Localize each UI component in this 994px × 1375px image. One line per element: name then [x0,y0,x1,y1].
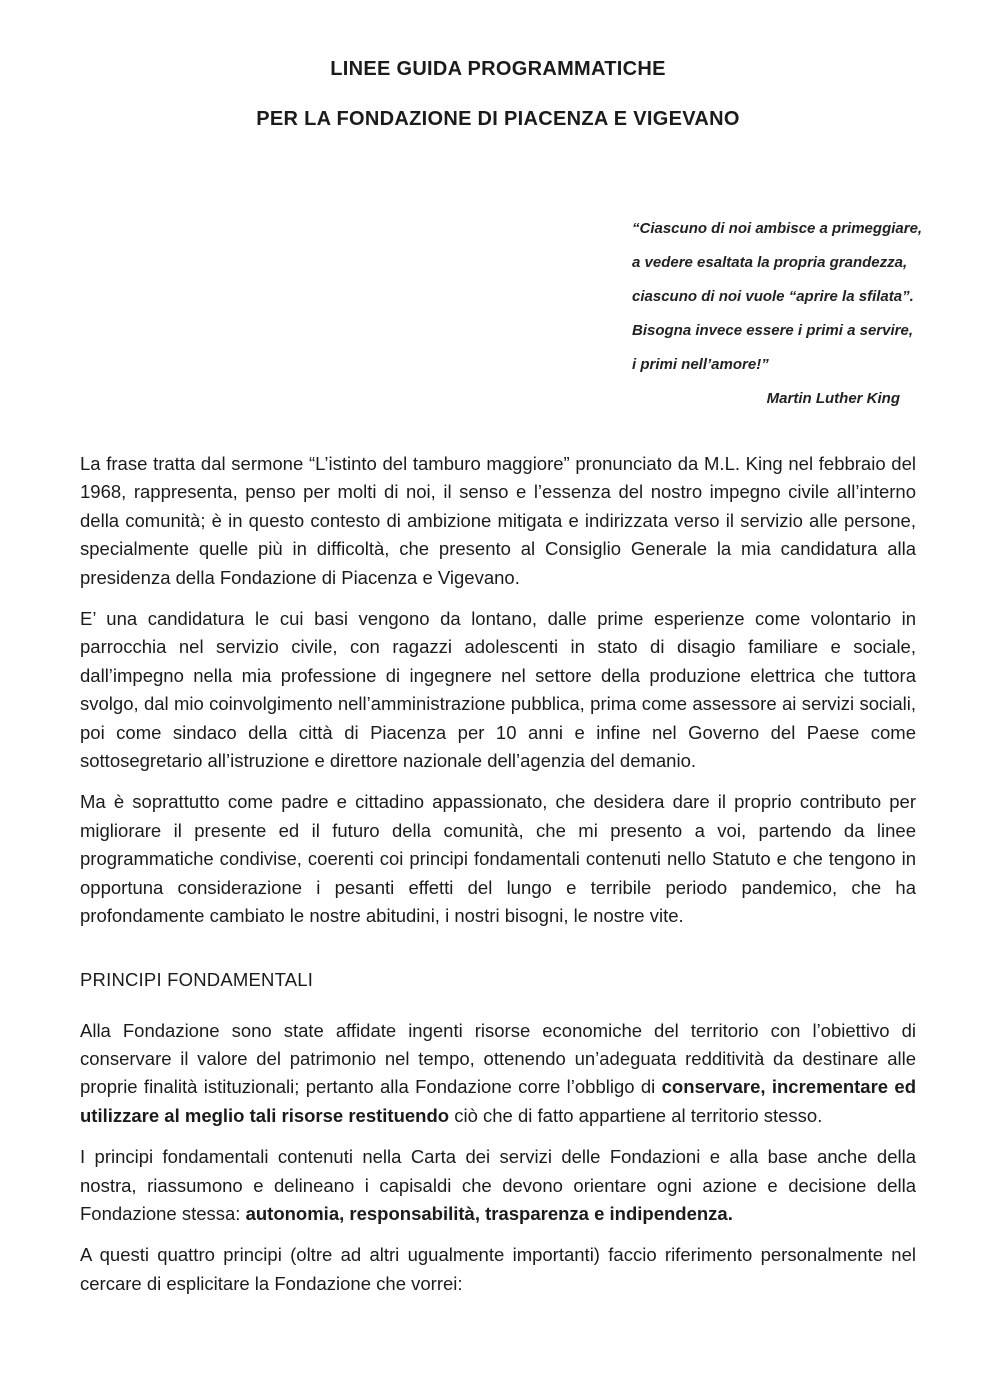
quote-line-3: ciascuno di noi vuole “aprire la sfilata”. [632,288,914,305]
body-paragraph-3: Ma è soprattutto come padre e cittadino appassionato, che desidera dare il proprio contributo per migliorare il presente ed il futuro della comunità, che mi presento a voi, partendo da linee programmatiche condivise, coerenti coi principi fondamentali contenuti nello Statuto e che tengono in opportuna considerazione i pesanti effetti del lungo e terribile periodo pandemico, che ha profondamente cambiato le nostre abitudini, i nostri bisogni, le nostre vite. [80,791,916,927]
body-paragraph-1: La frase tratta dal sermone “L’istinto del tamburo maggiore” pronunciato da M.L. King nel febbraio del 1968, rappresenta, penso per molti di noi, il senso e l’essenza del nostro impegno civile all’interno della comunità; è in questo contesto di ambizione mitigata e indirizzata verso il servizio alle persone, specialmente quelle più in difficoltà, che presento al Consiglio Generale la mia candidatura alla presidenza della Fondazione di Piacenza e Vigevano. [80,453,916,588]
para5-text-start: I principi fondamentali contenuti nella Carta dei servizi delle Fondazioni e alla base anche della nostra, riassumono e delineano i capisaldi che devono orientare ogni azione e decisione della Fondazione stessa: [80,1146,916,1224]
quote-line-5: i primi nell’amore!” [632,356,769,373]
quote-line-2: a vedere esaltata la propria grandezza, [632,254,908,271]
page-title-line2: PER LA FONDAZIONE DI PIACENZA E VIGEVANO [256,108,740,130]
epigraph-quote [632,212,932,416]
body-block [80,450,916,1311]
body-paragraph-2: E’ una candidatura le cui basi vengono da lontano, dalle prime esperienze come volontario in parrocchia nel servizio civile, con ragazzi adolescenti in stato di disagio familiare e sociale, dall’impegno nella mia professione di ingegnere nel settore della produzione elettrica che tuttora svolgo, dal mio coinvolgimento nell’amministrazione pubblica, prima come assessore ai servizi sociali, poi come sindaco della città di Piacenza per 10 anni e infine nel Governo del Paese come sottosegretario all’istruzione e direttore nazionale dell’agenzia del demanio. [80,608,916,772]
para4-text-start: Alla Fondazione sono state affidate ingenti risorse economiche del territorio con l’obiettivo di conservare il valore del patrimonio nel tempo, ottenendo un’adeguata redditività da destinare alle proprie finalità istituzionali; pertanto alla Fondazione corre l’obbligo di [80,1019,916,1098]
quote-line-4: Bisogna invece essere i primi a servire, [632,322,913,339]
body-paragraph-6: A questi quattro principi (oltre ad altri ugualmente importanti) faccio riferimento personalmente nel cercare di esplicitare la Fondazione che vorrei: [80,1244,916,1294]
page-title-line1: LINEE GUIDA PROGRAMMATICHE [330,58,666,80]
body-paragraph-5 [80,1143,916,1228]
quote-attribution: Martin Luther King [766,390,900,407]
title-block [80,57,916,131]
section-heading-principi-fondamentali: PRINCIPI FONDAMENTALI [80,968,314,990]
para4-text-end: ciò che di fatto appartiene al territorio stesso. [449,1104,823,1126]
body-paragraph-4 [80,1017,916,1131]
para4-bold-text: conservare, incrementare ed utilizzare al meglio tali risorse restituendo [80,1076,916,1126]
quote-line-1: “Ciascuno di noi ambisce a primeggiare, [632,220,923,237]
para5-bold-text: autonomia, responsabilità, trasparenza e indipendenza. [245,1202,733,1224]
